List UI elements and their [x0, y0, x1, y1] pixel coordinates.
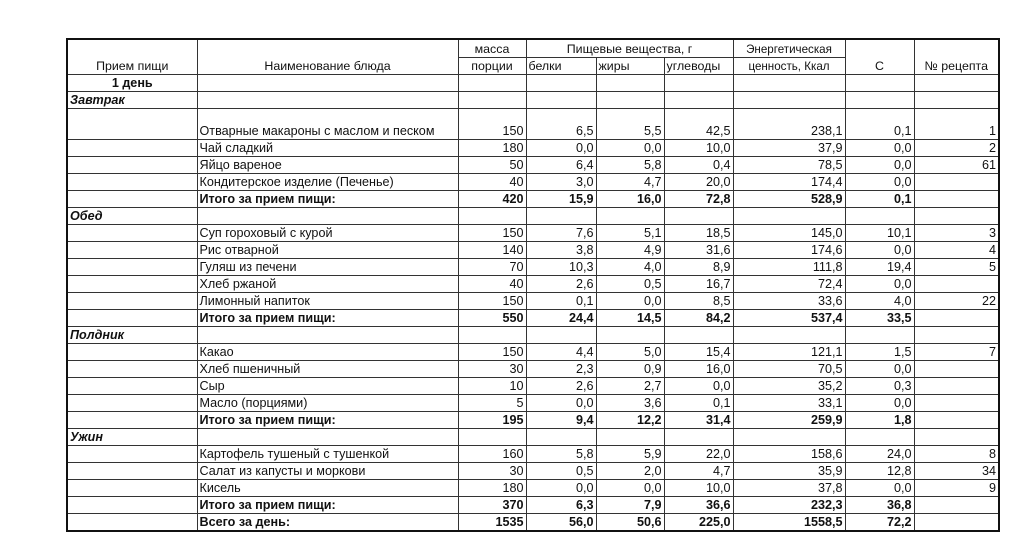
cell-kcal: 78,5 — [733, 157, 845, 174]
empty-cell — [733, 327, 845, 344]
total-carb: 36,6 — [664, 497, 733, 514]
empty-cell — [845, 92, 914, 109]
dish-name: Чай сладкий — [197, 140, 458, 157]
empty-cell — [914, 514, 999, 532]
cell-mass: 150 — [458, 344, 526, 361]
empty-cell — [67, 293, 197, 310]
total-fat: 16,0 — [596, 191, 664, 208]
day-total-protein: 56,0 — [526, 514, 596, 532]
cell-carb: 4,7 — [664, 463, 733, 480]
cell-kcal: 70,5 — [733, 361, 845, 378]
table-row — [67, 276, 999, 293]
cell-fat: 5,8 — [596, 157, 664, 174]
total-c: 36,8 — [845, 497, 914, 514]
empty-cell — [67, 395, 197, 412]
cell-fat: 4,0 — [596, 259, 664, 276]
cell-recipe: 3 — [914, 225, 999, 242]
cell-fat: 4,9 — [596, 242, 664, 259]
header-carbs: углеводы — [664, 58, 733, 75]
cell-c: 12,8 — [845, 463, 914, 480]
dish-name: Кондитерское изделие (Печенье) — [197, 174, 458, 191]
header-energy-2: ценность, Ккал — [733, 58, 845, 75]
cell-recipe: 5 — [914, 259, 999, 276]
empty-cell — [67, 446, 197, 463]
dish-name: Масло (порциями) — [197, 395, 458, 412]
day-total-row — [67, 514, 999, 532]
cell-mass: 40 — [458, 174, 526, 191]
empty-cell — [914, 75, 999, 92]
cell-carb: 16,0 — [664, 361, 733, 378]
empty-cell — [67, 344, 197, 361]
cell-mass: 70 — [458, 259, 526, 276]
empty-cell — [197, 208, 458, 225]
empty-cell — [596, 208, 664, 225]
total-carb: 72,8 — [664, 191, 733, 208]
header-energy-1: Энергетическая — [733, 39, 845, 58]
table-row — [67, 157, 999, 174]
total-mass: 420 — [458, 191, 526, 208]
cell-carb: 31,6 — [664, 242, 733, 259]
cell-recipe — [914, 276, 999, 293]
table-row — [67, 225, 999, 242]
day-total-fat: 50,6 — [596, 514, 664, 532]
table-row — [67, 344, 999, 361]
total-kcal: 528,9 — [733, 191, 845, 208]
cell-kcal: 35,9 — [733, 463, 845, 480]
cell-mass: 50 — [458, 157, 526, 174]
total-protein: 24,4 — [526, 310, 596, 327]
cell-fat: 4,7 — [596, 174, 664, 191]
table-row — [67, 174, 999, 191]
meal-name: Обед — [67, 208, 197, 225]
meal-total-row — [67, 497, 999, 514]
total-c: 33,5 — [845, 310, 914, 327]
cell-mass: 5 — [458, 395, 526, 412]
header-row-top — [67, 39, 999, 58]
empty-cell — [458, 327, 526, 344]
empty-cell — [67, 463, 197, 480]
cell-recipe: 22 — [914, 293, 999, 310]
table-row — [67, 242, 999, 259]
dish-name: Кисель — [197, 480, 458, 497]
empty-cell — [67, 480, 197, 497]
cell-recipe: 4 — [914, 242, 999, 259]
empty-cell — [914, 208, 999, 225]
cell-kcal: 121,1 — [733, 344, 845, 361]
empty-cell — [596, 75, 664, 92]
header-portion-mass-1: масса — [458, 39, 526, 58]
total-kcal: 537,4 — [733, 310, 845, 327]
cell-mass: 180 — [458, 140, 526, 157]
total-mass: 370 — [458, 497, 526, 514]
cell-carb: 16,7 — [664, 276, 733, 293]
empty-cell — [664, 429, 733, 446]
empty-cell — [197, 92, 458, 109]
empty-cell — [596, 327, 664, 344]
cell-kcal: 37,9 — [733, 140, 845, 157]
total-protein: 15,9 — [526, 191, 596, 208]
meal-name: Ужин — [67, 429, 197, 446]
empty-cell — [914, 191, 999, 208]
cell-protein: 0,0 — [526, 140, 596, 157]
header-recipe-no: № рецепта — [914, 39, 999, 75]
cell-fat: 0,0 — [596, 293, 664, 310]
cell-mass: 40 — [458, 276, 526, 293]
cell-fat: 2,0 — [596, 463, 664, 480]
cell-protein: 0,5 — [526, 463, 596, 480]
cell-c: 0,0 — [845, 361, 914, 378]
cell-c: 0,0 — [845, 480, 914, 497]
cell-fat: 5,9 — [596, 446, 664, 463]
cell-c: 0,0 — [845, 276, 914, 293]
total-mass: 550 — [458, 310, 526, 327]
day-total-label: Всего за день: — [197, 514, 458, 532]
total-carb: 84,2 — [664, 310, 733, 327]
cell-recipe — [914, 174, 999, 191]
empty-cell — [67, 109, 197, 140]
meal-header-row — [67, 429, 999, 446]
day-total-c: 72,2 — [845, 514, 914, 532]
empty-cell — [596, 92, 664, 109]
total-carb: 31,4 — [664, 412, 733, 429]
cell-carb: 0,0 — [664, 378, 733, 395]
cell-c: 0,0 — [845, 174, 914, 191]
cell-kcal: 35,2 — [733, 378, 845, 395]
meal-header-row — [67, 208, 999, 225]
cell-recipe — [914, 378, 999, 395]
cell-kcal: 33,1 — [733, 395, 845, 412]
day-label: 1 день — [67, 75, 197, 92]
cell-carb: 22,0 — [664, 446, 733, 463]
cell-recipe: 8 — [914, 446, 999, 463]
empty-cell — [458, 75, 526, 92]
cell-protein: 0,1 — [526, 293, 596, 310]
empty-cell — [67, 140, 197, 157]
dish-name: Какао — [197, 344, 458, 361]
header-meal-time: Прием пищи — [67, 39, 197, 75]
meal-header-row — [67, 327, 999, 344]
cell-protein: 7,6 — [526, 225, 596, 242]
cell-mass: 140 — [458, 242, 526, 259]
cell-carb: 8,5 — [664, 293, 733, 310]
empty-cell — [197, 75, 458, 92]
dish-name: Салат из капусты и моркови — [197, 463, 458, 480]
empty-cell — [526, 327, 596, 344]
total-protein: 6,3 — [526, 497, 596, 514]
cell-protein: 2,3 — [526, 361, 596, 378]
header-nutrients: Пищевые вещества, г — [526, 39, 733, 58]
empty-cell — [458, 208, 526, 225]
dish-name: Яйцо вареное — [197, 157, 458, 174]
meal-name: Завтрак — [67, 92, 197, 109]
dish-name: Отварные макароны с маслом и песком — [197, 109, 458, 140]
empty-cell — [664, 92, 733, 109]
empty-cell — [458, 92, 526, 109]
cell-c: 4,0 — [845, 293, 914, 310]
dish-name: Суп гороховый с курой — [197, 225, 458, 242]
total-protein: 9,4 — [526, 412, 596, 429]
cell-mass: 160 — [458, 446, 526, 463]
cell-recipe: 61 — [914, 157, 999, 174]
empty-cell — [197, 327, 458, 344]
cell-carb: 10,0 — [664, 480, 733, 497]
empty-cell — [197, 429, 458, 446]
total-kcal: 259,9 — [733, 412, 845, 429]
cell-kcal: 158,6 — [733, 446, 845, 463]
table-row — [67, 109, 999, 140]
empty-cell — [526, 75, 596, 92]
cell-mass: 150 — [458, 225, 526, 242]
empty-cell — [914, 429, 999, 446]
empty-cell — [67, 191, 197, 208]
empty-cell — [914, 497, 999, 514]
day-row — [67, 75, 999, 92]
cell-fat: 5,5 — [596, 109, 664, 140]
cell-recipe: 34 — [914, 463, 999, 480]
cell-protein: 10,3 — [526, 259, 596, 276]
cell-carb: 15,4 — [664, 344, 733, 361]
cell-c: 24,0 — [845, 446, 914, 463]
empty-cell — [526, 92, 596, 109]
cell-carb: 10,0 — [664, 140, 733, 157]
cell-fat: 0,9 — [596, 361, 664, 378]
meal-total-row — [67, 310, 999, 327]
empty-cell — [67, 276, 197, 293]
cell-protein: 0,0 — [526, 395, 596, 412]
cell-c: 0,0 — [845, 395, 914, 412]
empty-cell — [67, 225, 197, 242]
empty-cell — [845, 75, 914, 92]
meal-name: Полдник — [67, 327, 197, 344]
menu-table — [66, 38, 1000, 532]
empty-cell — [67, 157, 197, 174]
empty-cell — [664, 327, 733, 344]
empty-cell — [845, 208, 914, 225]
day-total-mass: 1535 — [458, 514, 526, 532]
header-proteins: белки — [526, 58, 596, 75]
cell-fat: 3,6 — [596, 395, 664, 412]
cell-carb: 8,9 — [664, 259, 733, 276]
dish-name: Хлеб пшеничный — [197, 361, 458, 378]
cell-mass: 180 — [458, 480, 526, 497]
total-fat: 14,5 — [596, 310, 664, 327]
cell-recipe: 7 — [914, 344, 999, 361]
table-row — [67, 259, 999, 276]
total-label: Итого за прием пищи: — [197, 310, 458, 327]
empty-cell — [458, 429, 526, 446]
empty-cell — [914, 327, 999, 344]
cell-kcal: 238,1 — [733, 109, 845, 140]
empty-cell — [914, 412, 999, 429]
cell-protein: 6,4 — [526, 157, 596, 174]
cell-protein: 6,5 — [526, 109, 596, 140]
cell-c: 0,0 — [845, 157, 914, 174]
table-row — [67, 463, 999, 480]
cell-kcal: 145,0 — [733, 225, 845, 242]
cell-c: 0,1 — [845, 109, 914, 140]
cell-kcal: 72,4 — [733, 276, 845, 293]
empty-cell — [67, 361, 197, 378]
cell-carb: 20,0 — [664, 174, 733, 191]
empty-cell — [67, 514, 197, 532]
empty-cell — [733, 429, 845, 446]
empty-cell — [67, 378, 197, 395]
empty-cell — [733, 75, 845, 92]
total-label: Итого за прием пищи: — [197, 191, 458, 208]
day-total-carb: 225,0 — [664, 514, 733, 532]
total-c: 0,1 — [845, 191, 914, 208]
dish-name: Картофель тушеный с тушенкой — [197, 446, 458, 463]
empty-cell — [914, 92, 999, 109]
header-fats: жиры — [596, 58, 664, 75]
cell-c: 1,5 — [845, 344, 914, 361]
cell-kcal: 111,8 — [733, 259, 845, 276]
cell-c: 0,0 — [845, 140, 914, 157]
total-fat: 12,2 — [596, 412, 664, 429]
cell-mass: 30 — [458, 361, 526, 378]
cell-carb: 0,4 — [664, 157, 733, 174]
empty-cell — [526, 208, 596, 225]
meal-header-row — [67, 92, 999, 109]
empty-cell — [67, 242, 197, 259]
dish-name: Хлеб ржаной — [197, 276, 458, 293]
cell-kcal: 174,6 — [733, 242, 845, 259]
empty-cell — [67, 174, 197, 191]
empty-cell — [67, 412, 197, 429]
cell-carb: 42,5 — [664, 109, 733, 140]
empty-cell — [914, 310, 999, 327]
cell-carb: 18,5 — [664, 225, 733, 242]
empty-cell — [664, 75, 733, 92]
cell-fat: 0,0 — [596, 140, 664, 157]
dish-name: Лимонный напиток — [197, 293, 458, 310]
cell-fat: 5,1 — [596, 225, 664, 242]
cell-mass: 150 — [458, 293, 526, 310]
cell-fat: 0,5 — [596, 276, 664, 293]
table-row — [67, 361, 999, 378]
cell-recipe: 9 — [914, 480, 999, 497]
empty-cell — [596, 429, 664, 446]
total-mass: 195 — [458, 412, 526, 429]
cell-c: 0,3 — [845, 378, 914, 395]
empty-cell — [67, 259, 197, 276]
meal-total-row — [67, 412, 999, 429]
dish-name: Гуляш из печени — [197, 259, 458, 276]
cell-fat: 0,0 — [596, 480, 664, 497]
cell-protein: 3,8 — [526, 242, 596, 259]
dish-name: Рис отварной — [197, 242, 458, 259]
day-total-kcal: 1558,5 — [733, 514, 845, 532]
cell-recipe: 1 — [914, 109, 999, 140]
table-row — [67, 378, 999, 395]
total-label: Итого за прием пищи: — [197, 497, 458, 514]
meal-total-row — [67, 191, 999, 208]
table-row — [67, 480, 999, 497]
empty-cell — [733, 208, 845, 225]
cell-protein: 3,0 — [526, 174, 596, 191]
cell-recipe — [914, 395, 999, 412]
header-dish-name: Наименование блюда — [197, 39, 458, 75]
cell-mass: 150 — [458, 109, 526, 140]
dish-name: Сыр — [197, 378, 458, 395]
empty-cell — [526, 429, 596, 446]
cell-recipe: 2 — [914, 140, 999, 157]
cell-recipe — [914, 361, 999, 378]
cell-protein: 2,6 — [526, 276, 596, 293]
cell-protein: 5,8 — [526, 446, 596, 463]
cell-kcal: 174,4 — [733, 174, 845, 191]
cell-c: 10,1 — [845, 225, 914, 242]
empty-cell — [845, 429, 914, 446]
cell-protein: 4,4 — [526, 344, 596, 361]
table-row — [67, 140, 999, 157]
empty-cell — [67, 497, 197, 514]
cell-kcal: 33,6 — [733, 293, 845, 310]
cell-kcal: 37,8 — [733, 480, 845, 497]
cell-fat: 2,7 — [596, 378, 664, 395]
header-vitamin-c: С — [845, 39, 914, 75]
table-row — [67, 395, 999, 412]
cell-c: 19,4 — [845, 259, 914, 276]
cell-protein: 2,6 — [526, 378, 596, 395]
empty-cell — [664, 208, 733, 225]
cell-protein: 0,0 — [526, 480, 596, 497]
cell-c: 0,0 — [845, 242, 914, 259]
cell-carb: 0,1 — [664, 395, 733, 412]
cell-mass: 10 — [458, 378, 526, 395]
cell-fat: 5,0 — [596, 344, 664, 361]
table-row — [67, 293, 999, 310]
total-kcal: 232,3 — [733, 497, 845, 514]
total-c: 1,8 — [845, 412, 914, 429]
empty-cell — [733, 92, 845, 109]
empty-cell — [845, 327, 914, 344]
empty-cell — [67, 310, 197, 327]
cell-mass: 30 — [458, 463, 526, 480]
total-fat: 7,9 — [596, 497, 664, 514]
total-label: Итого за прием пищи: — [197, 412, 458, 429]
header-portion-mass-2: порции — [458, 58, 526, 75]
table-row — [67, 446, 999, 463]
